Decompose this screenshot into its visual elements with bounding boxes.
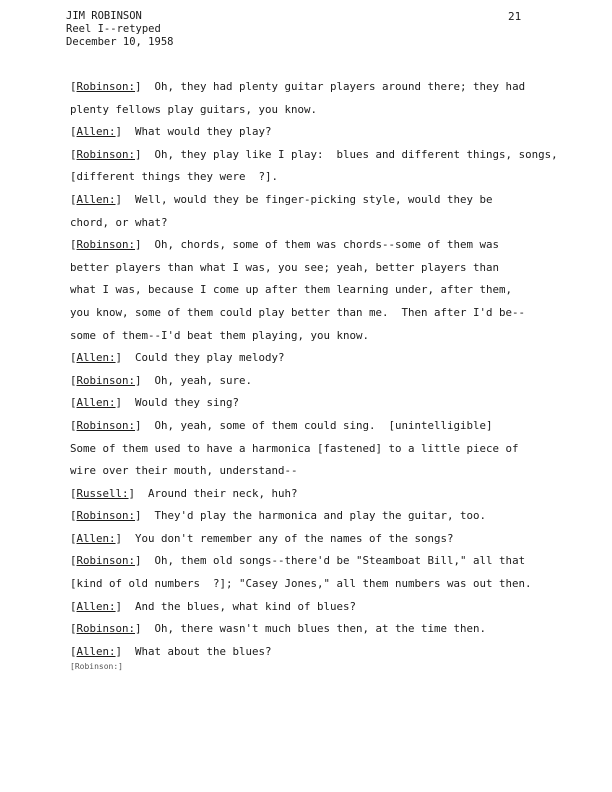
trailing-speaker-mark: [Robinson:] — [70, 662, 123, 671]
line-text: wire over their mouth, understand-- — [70, 464, 298, 478]
line-text: Oh, there wasn't much blues then, at the time then. — [141, 622, 487, 636]
line-text: Around their neck, huh? — [135, 486, 298, 500]
continuation-line — [70, 279, 570, 302]
line-text: Oh, they play like I play: blues and different things, songs, — [141, 147, 558, 161]
page-header — [66, 10, 173, 49]
dialogue-line: [Allen:] Well, would they be finger-picking style, would they be — [70, 192, 493, 206]
continuation-line — [70, 438, 570, 461]
continuation-line — [70, 325, 570, 348]
speaker-label: Robinson: — [76, 418, 136, 432]
continuation-line — [70, 460, 570, 483]
continuation-line — [70, 302, 570, 325]
line-text: some of them--I'd beat them playing, you know. — [70, 328, 370, 342]
line-text: You don't remember any of the names of the songs? — [122, 531, 454, 545]
dialogue-line: [Allen:] What about the blues? — [70, 644, 272, 658]
dialogue-line: [Robinson:] They'd play the harmonica and play the guitar, too. — [70, 509, 487, 523]
line-text: Oh, them old songs--there'd be "Steamboat Bill," all that — [141, 554, 526, 568]
line-text: Oh, yeah, some of them could sing. [unintelligible] — [141, 418, 493, 432]
line-text: And the blues, what kind of blues? — [122, 599, 357, 613]
speaker-label: Robinson: — [76, 554, 136, 568]
line-text: you know, some of them could play better than me. Then after I'd be-- — [70, 305, 526, 319]
header-reel: Reel I--retyped — [66, 23, 161, 35]
continuation-line — [70, 99, 570, 122]
speaker-label: Allen: — [76, 192, 116, 206]
line-text: Oh, yeah, sure. — [141, 373, 253, 387]
dialogue-line: [Robinson:] Oh, them old songs--there'd be "Steamboat Bill," all that — [70, 554, 526, 568]
speaker-label: Robinson: — [76, 622, 136, 636]
speaker-label: Robinson: — [76, 509, 136, 523]
transcript-body — [70, 76, 570, 663]
dialogue-line: [Russell:] Around their neck, huh? — [70, 486, 298, 500]
line-text: They'd play the harmonica and play the guitar, too. — [141, 509, 487, 523]
line-text: What would they play? — [122, 125, 272, 139]
dialogue-line: [Robinson:] Oh, yeah, sure. — [70, 373, 253, 387]
speaker-label: Robinson: — [76, 80, 136, 93]
dialogue-line: [Robinson:] Oh, yeah, some of them could sing. [unintelligible] — [70, 418, 493, 432]
line-text: what I was, because I come up after them learning under, after them, — [70, 283, 513, 297]
continuation-line — [70, 257, 570, 280]
speaker-label: Allen: — [76, 125, 116, 139]
dialogue-line: [Robinson:] Oh, there wasn't much blues then, at the time then. — [70, 622, 487, 636]
line-text: [kind of old numbers ?]; "Casey Jones," all them numbers was out then. — [70, 577, 532, 591]
line-text: Would they sing? — [122, 396, 240, 410]
line-text: better players than what I was, you see; yeah, better players than — [70, 260, 500, 274]
line-text: [different things they were ?]. — [70, 170, 279, 184]
line-text: Could they play melody? — [122, 351, 285, 365]
speaker-label: Allen: — [76, 644, 116, 658]
dialogue-line: [Allen:] You don't remember any of the names of the songs? — [70, 531, 454, 545]
speaker-label: Allen: — [76, 396, 116, 410]
speaker-label: Robinson: — [76, 147, 136, 161]
dialogue-line: [Robinson:] Oh, chords, some of them was chords--some of them was — [70, 238, 500, 252]
dialogue-line: [Allen:] What would they play? — [70, 125, 272, 139]
speaker-label: Robinson: — [76, 238, 136, 252]
dialogue-line: [Robinson:] Oh, they had plenty guitar players around there; they had — [70, 80, 526, 93]
line-text: Oh, they had plenty guitar players around there; they had — [141, 80, 526, 93]
speaker-label: Allen: — [76, 531, 116, 545]
line-text: Oh, chords, some of them was chords--some of them was — [141, 238, 500, 252]
page-number: 21 — [508, 10, 522, 23]
line-text: Well, would they be finger-picking style, would they be — [122, 192, 493, 206]
dialogue-line: [Robinson:] Oh, they play like I play: blues and different things, songs, — [70, 147, 558, 161]
continuation-line — [70, 166, 570, 189]
dialogue-line: [Allen:] And the blues, what kind of blues? — [70, 599, 357, 613]
header-date: December 10, 1958 — [66, 36, 174, 48]
speaker-label: Allen: — [76, 599, 116, 613]
line-text: plenty fellows play guitars, you know. — [70, 102, 318, 116]
line-text: What about the blues? — [122, 644, 272, 658]
dialogue-line: [Allen:] Could they play melody? — [70, 351, 285, 365]
speaker-label: Robinson: — [76, 373, 136, 387]
dialogue-line: [Allen:] Would they sing? — [70, 396, 240, 410]
line-text: Some of them used to have a harmonica [fastened] to a little piece of — [70, 441, 519, 455]
speaker-label: Allen: — [76, 351, 116, 365]
line-text: chord, or what? — [70, 215, 168, 229]
continuation-line — [70, 212, 570, 235]
continuation-line — [70, 573, 570, 596]
header-name: JIM ROBINSON — [66, 10, 142, 22]
speaker-label: Russell: — [76, 486, 129, 500]
